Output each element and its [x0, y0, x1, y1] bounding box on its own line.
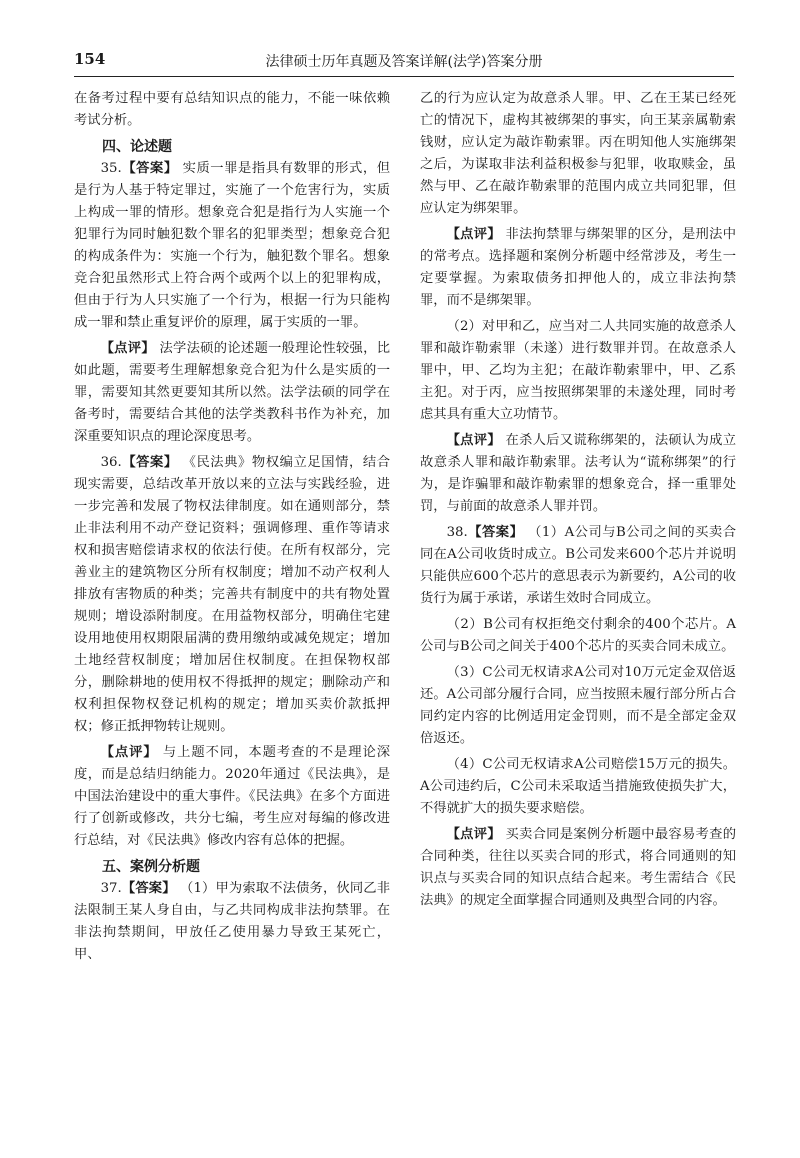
answer-38-part-3: （3）C公司无权请求A公司对10万元定金双倍返还。A公司部分履行合同，应当按照未履行部分所占合同约定内容的比例适用定金罚则，而不是全部定金双倍返还。 [420, 665, 736, 746]
comment-text: 在杀人后又谎称绑架的，法硕认为成立故意杀人罪和敲诈勒索罪。法考认为“谎称绑架”的行为，是诈骗罪和敲诈勒索罪的想象竞合，择一重罪处罚，与前面的故意杀人罪并罚。 [420, 433, 737, 514]
answer-tag: 【答案】 [121, 161, 178, 176]
paragraph: 在备考过程中要有总结知识点的能力，不能一味依赖考试分析。 [74, 91, 390, 128]
answer-text: （1）甲为索取不法债务，伙同乙非法限制王某人身自由，与乙共同构成非法拘禁罪。在非法拘禁期间，甲放任乙使用暴力导致王某死亡，甲、 [74, 881, 391, 962]
page-number: 154 [74, 50, 106, 68]
comment-tag: 【点评】 [446, 433, 501, 448]
comment-text: 非法拘禁罪与绑架罪的区分，是刑法中的常考点。选择题和案例分析题中经常涉及，考生一定要掌握。为索取债务扣押他人的，成立非法拘禁罪，而不是绑架罪。 [420, 227, 737, 308]
section-heading: 四、论述题 [102, 139, 172, 155]
answer-37-part-2: （2）对甲和乙，应当对二人共同实施的故意杀人罪和敲诈勒索罪（未遂）进行数罪并罚。在故意杀人罪中，甲、乙均为主犯；在敲诈勒索罪中，甲、乙系主犯。对于丙，应当按照绑架罪的未遂处理，同时考虑其具有重大立功情节。 [420, 319, 736, 422]
answer-tag: 【答案】 [467, 525, 524, 540]
answer-36 [74, 452, 390, 738]
comment-tag: 【点评】 [446, 827, 501, 842]
comment-36 [74, 742, 390, 852]
answer-text: 《民法典》物权编立足国情，结合现实需要，总结改革开放以来的立法与实践经验，进一步完善和发展了物权法律制度。如在通则部分，禁止非法利用不动产登记资料；强调修理、重作等请求权和损害赔偿请求权的依法行使。在所有权部分，完善业主的建筑物区分所有权制度；增加不动产权利人排放有害物质的种类；完善共有制度中的共有物处置规则；增设添附制度。在用益物权部分，明确住宅建设用地使用权期限届满的费用缴纳或减免规定；增加土地经营权制度；增加居住权制度。在担保物权部分，删除耕地的使用权不得抵押的规定；删除动产和权利担保物权登记机构的规定；增加买卖价款抵押权；修正抵押物转让规则。 [74, 455, 390, 734]
comment-tag: 【点评】 [100, 745, 158, 760]
answer-37-continued: 乙的行为应认定为故意杀人罪。甲、乙在王某已经死亡的情况下，虚构其被绑架的事实，向王某亲属勒索钱财，应认定为敲诈勒索罪。丙在明知他人实施绑架之后，为谋取非法利益积极参与犯罪，收取赎金，虽然与甲、乙在敲诈勒索罪的范围内成立共同犯罪，但应认定为绑架罪。 [420, 91, 736, 216]
answer-text: （1）A公司与B公司之间的买卖合同在A公司收货时成立。B公司发来600个芯片并说明只能供应600个芯片的意思表示为新要约，A公司的收货行为属于承诺，承诺生效时合同成立。 [420, 525, 737, 606]
answer-38 [420, 522, 736, 610]
comment-tag: 【点评】 [100, 341, 155, 356]
section-heading: 五、案例分析题 [102, 859, 200, 875]
answer-tag: 【答案】 [121, 881, 176, 896]
comment-text: 买卖合同是案例分析题中最容易考查的合同种类，往往以买卖合同的形式，将合同通则的知识点与买卖合同的知识点结合起来。考生需结合《民法典》的规定全面掌握合同通则及典型合同的内容。 [420, 827, 737, 908]
header-rule [74, 76, 734, 77]
answer-35 [74, 158, 390, 334]
page-header [74, 50, 734, 74]
answer-37 [74, 878, 390, 966]
comment-text: 法学法硕的论述题一般理论性较强，比如此题，需要考生理解想象竞合犯为什么是实质的一罪，需要知其然更要知其所以然。法学法硕的同学在备考时，需要结合其他的法学类教科书作为补充，加深重要知识点的理论深度思考。 [74, 341, 391, 444]
question-number: 37. [100, 881, 122, 896]
answer-38-part-4: （4）C公司无权请求A公司赔偿15万元的损失。A公司违约后，C公司未采取适当措施致使损失扩大，不得就扩大的损失要求赔偿。 [420, 757, 736, 816]
comment-text: 与上题不同，本题考查的不是理论深度，而是总结归纳能力。2020年通过《民法典》，是中国法治建设中的重大事件。《民法典》在多个方面进行了创新或修改，共分七编，考生应对每编的修改进行总结，对《民法典》修改内容有总体的把握。 [74, 745, 391, 848]
question-number: 35. [100, 161, 122, 176]
answer-tag: 【答案】 [121, 455, 178, 470]
comment-38 [420, 824, 736, 912]
question-number: 36. [100, 455, 122, 470]
running-title: 法律硕士历年真题及答案详解(法学)答案分册 [265, 54, 543, 70]
comment-35 [74, 338, 390, 448]
answer-38-part-2: （2）B公司有权拒绝交付剩余的400个芯片。A公司与B公司之间关于400个芯片的买卖合同未成立。 [420, 617, 736, 654]
comment-37b [420, 430, 736, 518]
left-column [74, 88, 390, 970]
question-number: 38. [446, 525, 468, 540]
comment-tag: 【点评】 [446, 227, 501, 242]
right-column [420, 88, 736, 916]
comment-37a [420, 224, 736, 312]
answer-text: 实质一罪是指具有数罪的形式，但是行为人基于特定罪过，实施了一个危害行为，实质上构成一罪的情形。想象竞合犯是指行为人实施一个犯罪行为同时触犯数个罪名的犯罪类型；想象竞合犯的构成条件为：实施一个行为，触犯数个罪名。想象竞合犯虽然形式上符合两个或两个以上的犯罪构成，但由于行为人只实施了一个行为，根据一行为只能构成一罪和禁止重复评价的原理，属于实质的一罪。 [74, 161, 390, 330]
